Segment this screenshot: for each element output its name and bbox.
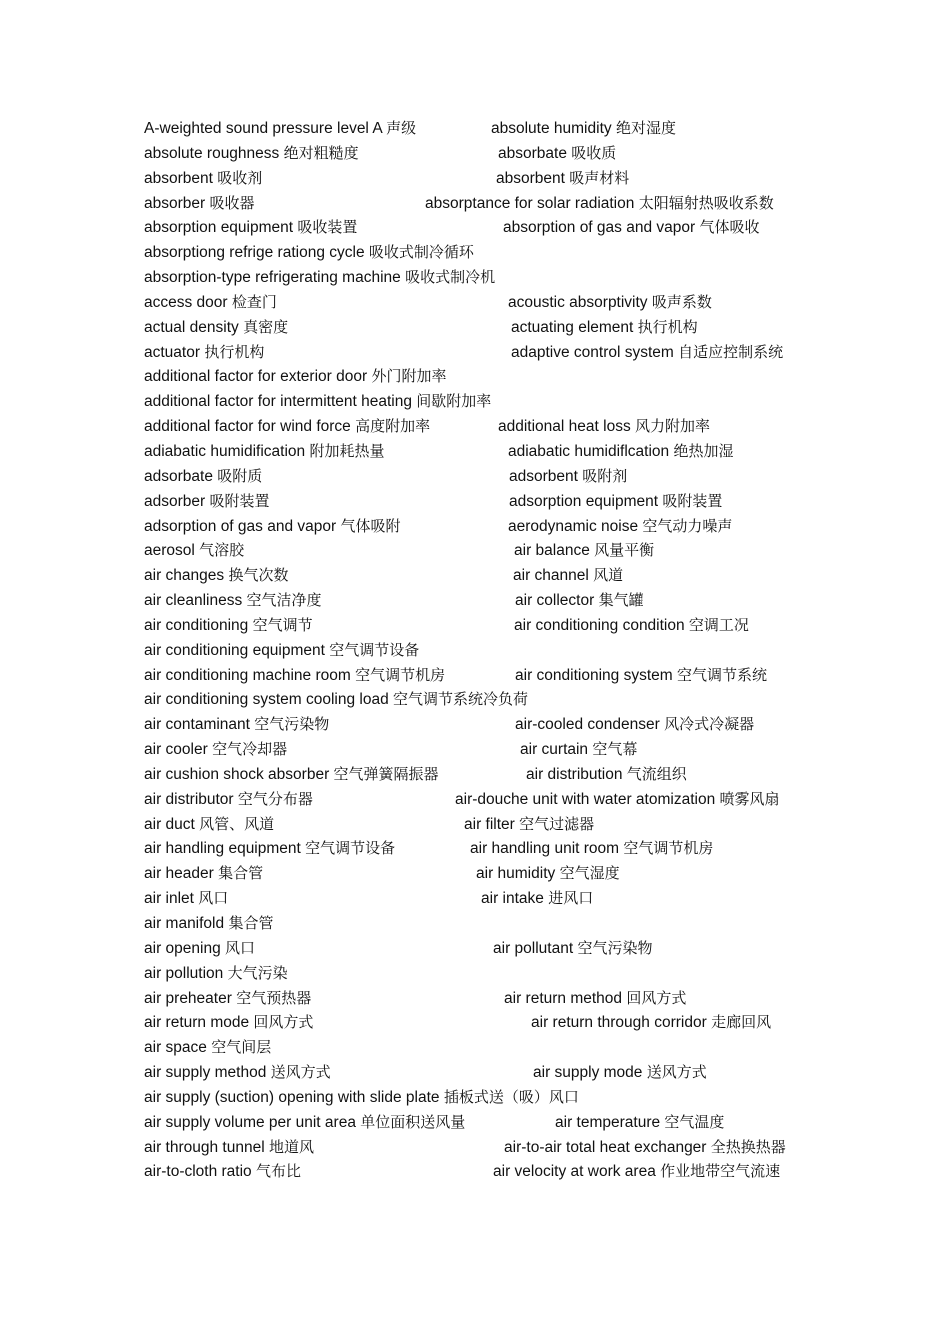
english-term: air header	[144, 865, 219, 883]
glossary-entry-right	[509, 464, 627, 490]
glossary-row	[144, 861, 844, 886]
glossary-row	[144, 1159, 844, 1184]
glossary-entry-right	[508, 514, 732, 540]
english-term: air supply volume per unit area	[144, 1113, 361, 1131]
chinese-translation: 真密度	[243, 317, 289, 336]
english-term: adiabatic humidiflcation	[508, 442, 674, 460]
english-term: air through tunnel	[144, 1138, 269, 1156]
english-term: air supply mode	[533, 1064, 647, 1082]
chinese-translation: 空气污染物	[577, 938, 653, 957]
english-term: absorption-type refrigerating machine	[144, 269, 406, 287]
english-term: adsorber	[144, 492, 210, 510]
glossary-entry-right	[531, 1010, 771, 1036]
english-term: air temperature	[555, 1113, 665, 1131]
glossary-entry-right	[491, 116, 676, 142]
glossary-row	[144, 961, 844, 986]
english-term: air conditioning machine room	[144, 666, 356, 684]
glossary-row	[144, 439, 844, 464]
glossary-entry-left	[144, 712, 329, 738]
chinese-translation: 外门附加率	[371, 367, 447, 386]
glossary-entry-right	[508, 439, 733, 465]
chinese-translation: 吸收装置	[297, 218, 358, 237]
glossary-row	[144, 265, 844, 290]
glossary-list	[144, 116, 844, 1184]
english-term: air-to-cloth ratio	[144, 1163, 256, 1181]
glossary-entry-left	[144, 141, 359, 167]
glossary-entry-right	[511, 315, 698, 341]
english-term: absorptance for solar radiation	[425, 194, 639, 212]
chinese-translation: 吸收剂	[217, 168, 263, 187]
glossary-entry-left	[144, 737, 287, 763]
english-term: absorption of gas and vapor	[503, 219, 700, 237]
glossary-entry-right	[533, 1060, 707, 1086]
glossary-entry-left	[144, 1135, 314, 1161]
english-term: air return through corridor	[531, 1014, 712, 1032]
glossary-entry-left	[144, 588, 322, 614]
glossary-entry-left	[144, 340, 264, 366]
chinese-translation: 风道	[593, 566, 624, 585]
chinese-translation: 绝对粗糙度	[283, 143, 359, 162]
english-term: air pollutant	[493, 939, 578, 957]
english-term: air preheater	[144, 989, 237, 1007]
glossary-row	[144, 141, 844, 166]
english-term: air conditioning condition	[514, 616, 689, 634]
glossary-entry-left	[144, 563, 288, 589]
glossary-entry-right	[425, 191, 774, 217]
english-term: adsorption equipment	[509, 492, 663, 510]
english-term: air conditioning system cooling load	[144, 691, 393, 709]
chinese-translation: 空气调节系统冷负荷	[393, 690, 529, 709]
glossary-row	[144, 191, 844, 216]
chinese-translation: 吸附质	[217, 466, 263, 485]
chinese-translation: 全热换热器	[710, 1137, 786, 1156]
chinese-translation: 空气调节设备	[329, 640, 420, 659]
glossary-row	[144, 911, 844, 936]
glossary-row	[144, 638, 844, 663]
chinese-translation: 空气分布器	[237, 789, 313, 808]
glossary-row	[144, 389, 844, 414]
glossary-row	[144, 315, 844, 340]
chinese-translation: 风力附加率	[635, 417, 711, 436]
english-term: air supply (suction) opening with slide plate	[144, 1088, 444, 1106]
english-term: absorber	[144, 194, 210, 212]
english-term: air return mode	[144, 1014, 254, 1032]
english-term: air humidity	[476, 865, 560, 883]
glossary-row	[144, 762, 844, 787]
glossary-entry-right	[514, 538, 654, 564]
chinese-translation: 吸收式制冷机	[405, 268, 496, 287]
glossary-row	[144, 464, 844, 489]
chinese-translation: 执行机构	[637, 317, 698, 336]
glossary-entry-right	[498, 141, 616, 167]
chinese-translation: 集合管	[228, 914, 274, 932]
glossary-entry-right	[509, 489, 722, 515]
english-term: aerodynamic noise	[508, 517, 643, 535]
glossary-row	[144, 687, 844, 712]
chinese-translation: 空气湿度	[559, 864, 620, 883]
english-term: additional factor for intermittent heating	[144, 393, 417, 411]
glossary-entry-left	[144, 414, 430, 440]
english-term: additional factor for wind force	[144, 418, 356, 436]
glossary-row	[144, 215, 844, 240]
glossary-row	[144, 1060, 844, 1085]
english-term: air opening	[144, 939, 226, 957]
glossary-entry-left	[144, 191, 255, 217]
glossary-entry-left	[144, 638, 419, 664]
glossary-entry-left	[144, 215, 357, 241]
glossary-row	[144, 1085, 844, 1110]
english-term: air cleanliness	[144, 592, 247, 610]
glossary-entry-left	[144, 1085, 579, 1111]
glossary-entry-left	[144, 1159, 301, 1185]
chinese-translation: 空气调节机房	[355, 665, 446, 684]
glossary-entry-left	[144, 464, 262, 490]
glossary-entry-left	[144, 613, 313, 639]
glossary-row	[144, 812, 844, 837]
english-term: air conditioning system	[515, 666, 677, 684]
glossary-row	[144, 936, 844, 961]
chinese-translation: 大气污染	[227, 963, 288, 982]
chinese-translation: 送风方式	[646, 1063, 707, 1082]
english-term: air balance	[514, 542, 595, 560]
glossary-entry-left	[144, 762, 439, 788]
glossary-entry-right	[481, 886, 593, 912]
chinese-translation: 气体吸收	[699, 218, 760, 237]
chinese-translation: 空气调节机房	[623, 839, 714, 858]
glossary-row	[144, 663, 844, 688]
english-term: air distributor	[144, 790, 238, 808]
english-term: absorbent	[144, 169, 218, 187]
glossary-entry-right	[515, 663, 767, 689]
chinese-translation: 风口	[225, 938, 256, 957]
glossary-entry-left	[144, 986, 311, 1012]
english-term: access door	[144, 293, 232, 311]
english-term: additional factor for exterior door	[144, 368, 372, 386]
english-term: air cushion shock absorber	[144, 765, 334, 783]
glossary-row	[144, 414, 844, 439]
glossary-entry-left	[144, 886, 228, 912]
chinese-translation: 吸附装置	[209, 491, 270, 510]
english-term: air space	[144, 1039, 212, 1057]
glossary-row	[144, 836, 844, 861]
glossary-entry-left	[144, 836, 395, 862]
glossary-entry-right	[508, 290, 712, 316]
glossary-entry-right	[493, 936, 652, 962]
english-term: actual density	[144, 318, 244, 336]
chinese-translation: 风口	[198, 889, 229, 908]
glossary-row	[144, 364, 844, 389]
chinese-translation: 空气弹簧隔振器	[333, 764, 439, 783]
english-term: air-douche unit with water atomization	[455, 790, 720, 808]
english-term: aerosol	[144, 542, 200, 560]
chinese-translation: 集合管	[218, 864, 264, 883]
glossary-entry-left	[144, 489, 270, 515]
chinese-translation: 插板式送（吸）风口	[443, 1087, 579, 1106]
glossary-entry-right	[520, 737, 637, 763]
glossary-row	[144, 886, 844, 911]
english-term: adsorbate	[144, 467, 218, 485]
glossary-row	[144, 240, 844, 265]
glossary-row	[144, 986, 844, 1011]
glossary-entry-left	[144, 812, 274, 838]
glossary-entry-right	[504, 986, 686, 1012]
chinese-translation: 喷雾风扇	[719, 789, 780, 808]
chinese-translation: 回风方式	[253, 1013, 314, 1032]
english-term: air distribution	[526, 765, 627, 783]
english-term: air velocity at work area	[493, 1163, 661, 1181]
english-term: air supply method	[144, 1064, 271, 1082]
glossary-entry-left	[144, 663, 445, 689]
chinese-translation: 单位面积送风量	[360, 1112, 466, 1131]
glossary-row	[144, 1010, 844, 1035]
glossary-entry-left	[144, 787, 313, 813]
chinese-translation: 空气调节系统	[676, 665, 767, 684]
chinese-translation: 附加耗热量	[309, 441, 385, 460]
glossary-entry-left	[144, 364, 446, 390]
english-term: air collector	[515, 592, 599, 610]
chinese-translation: 吸声材料	[569, 168, 630, 187]
glossary-row	[144, 1135, 844, 1160]
glossary-entry-left	[144, 439, 384, 465]
chinese-translation: 间歇附加率	[416, 392, 492, 411]
chinese-translation: 空气洁净度	[246, 591, 322, 610]
english-term: acoustic absorptivity	[508, 293, 652, 311]
english-term: adaptive control system	[511, 343, 679, 361]
chinese-translation: 风冷式冷凝器	[664, 715, 755, 734]
glossary-entry-left	[144, 1110, 465, 1136]
chinese-translation: 吸附装置	[662, 491, 723, 510]
english-term: air contaminant	[144, 716, 255, 734]
english-term: air manifold	[144, 915, 229, 932]
glossary-entry-right	[526, 762, 687, 788]
english-term: air handling unit room	[470, 840, 624, 858]
glossary-row	[144, 737, 844, 762]
glossary-row	[144, 563, 844, 588]
english-term: absorptiong refrige rationg cycle	[144, 244, 369, 262]
glossary-entry-right	[476, 861, 620, 887]
glossary-row	[144, 290, 844, 315]
glossary-entry-right	[514, 613, 749, 639]
english-term: absorbent	[496, 169, 570, 187]
glossary-entry-left	[144, 240, 474, 266]
glossary-row	[144, 116, 844, 141]
glossary-entry-left	[144, 936, 255, 962]
chinese-translation: 太阳辐射热吸收系数	[638, 193, 774, 212]
glossary-entry-right	[470, 836, 713, 862]
english-term: air filter	[464, 815, 520, 833]
chinese-translation: 空气调节设备	[305, 839, 396, 858]
chinese-translation: 进风口	[548, 889, 594, 908]
chinese-translation: 吸收式制冷循环	[368, 243, 474, 262]
chinese-translation: 气布比	[255, 1162, 301, 1181]
glossary-entry-left	[144, 687, 528, 713]
glossary-entry-right	[498, 414, 710, 440]
glossary-entry-left	[144, 861, 263, 887]
english-term: air channel	[513, 567, 594, 585]
chinese-translation: 空气幕	[592, 740, 638, 759]
glossary-row	[144, 514, 844, 539]
glossary-entry-right	[493, 1159, 780, 1185]
glossary-entry-right	[555, 1110, 724, 1136]
glossary-entry-right	[503, 215, 759, 241]
chinese-translation: 绝热加湿	[673, 441, 734, 460]
chinese-translation: 空气调节	[252, 615, 313, 634]
english-term: air curtain	[520, 741, 593, 759]
english-term: absorption equipment	[144, 219, 298, 237]
chinese-translation: 吸收质	[571, 143, 617, 162]
glossary-row	[144, 538, 844, 563]
glossary-entry-right	[455, 787, 780, 813]
chinese-translation: 空气污染物	[254, 715, 330, 734]
chinese-translation: 走廊回风	[711, 1013, 772, 1032]
chinese-translation: 气流组织	[626, 764, 687, 783]
chinese-translation: 吸附剂	[582, 466, 628, 485]
chinese-translation: 空气温度	[664, 1112, 725, 1131]
english-term: air-to-air total heat exchanger	[504, 1138, 711, 1156]
glossary-entry-right	[504, 1135, 786, 1161]
glossary-entry-left	[144, 1060, 331, 1086]
glossary-entry-right	[513, 563, 623, 589]
chinese-translation: 高度附加率	[355, 417, 431, 436]
english-term: absolute roughness	[144, 144, 284, 162]
glossary-entry-left	[144, 166, 262, 192]
english-term: air cooler	[144, 741, 213, 759]
glossary-entry-right	[515, 588, 644, 614]
glossary-entry-right	[515, 712, 754, 738]
english-term: air intake	[481, 890, 549, 908]
glossary-entry-left	[144, 961, 288, 987]
chinese-translation: 检查门	[231, 292, 277, 311]
glossary-entry-left	[144, 265, 495, 291]
chinese-translation: 声级	[386, 119, 417, 137]
glossary-entry-left	[144, 290, 277, 316]
chinese-translation: 回风方式	[626, 988, 687, 1007]
chinese-translation: 执行机构	[204, 342, 265, 361]
english-term: air duct	[144, 815, 200, 833]
glossary-entry-right	[511, 340, 783, 366]
glossary-entry-left	[144, 514, 400, 540]
glossary-row	[144, 166, 844, 191]
glossary-entry-left	[144, 315, 288, 341]
chinese-translation: 空气间层	[211, 1038, 272, 1057]
english-term: adiabatic humidification	[144, 442, 310, 460]
english-term: air conditioning equipment	[144, 641, 330, 659]
chinese-translation: 送风方式	[270, 1063, 331, 1082]
english-term: A-weighted sound pressure level A	[144, 120, 387, 137]
english-term: air-cooled condenser	[515, 716, 665, 734]
chinese-translation: 空气过滤器	[519, 814, 595, 833]
chinese-translation: 地道风	[268, 1137, 314, 1156]
glossary-row	[144, 1035, 844, 1060]
chinese-translation: 作业地带空气流速	[660, 1162, 781, 1181]
english-term: adsorption of gas and vapor	[144, 517, 341, 535]
chinese-translation: 风量平衡	[594, 541, 655, 560]
english-term: additional heat loss	[498, 418, 636, 436]
chinese-translation: 空气冷却器	[212, 740, 288, 759]
english-term: air inlet	[144, 890, 199, 908]
chinese-translation: 自适应控制系统	[678, 342, 784, 361]
chinese-translation: 集气罐	[598, 591, 644, 610]
chinese-translation: 气溶胶	[199, 541, 245, 560]
glossary-row	[144, 588, 844, 613]
chinese-translation: 空气动力噪声	[642, 516, 733, 535]
glossary-row	[144, 340, 844, 365]
glossary-row	[144, 489, 844, 514]
glossary-entry-left	[144, 538, 244, 564]
chinese-translation: 空调工况	[688, 615, 749, 634]
chinese-translation: 绝对湿度	[615, 119, 676, 137]
glossary-row	[144, 712, 844, 737]
chinese-translation: 换气次数	[228, 566, 289, 585]
chinese-translation: 空气预热器	[236, 988, 312, 1007]
glossary-row	[144, 1110, 844, 1135]
english-term: air handling equipment	[144, 840, 306, 858]
chinese-translation: 气体吸附	[340, 516, 401, 535]
chinese-translation: 吸收器	[209, 193, 255, 212]
glossary-entry-left	[144, 116, 416, 142]
english-term: air return method	[504, 989, 627, 1007]
chinese-translation: 风管、风道	[199, 814, 275, 833]
glossary-entry-right	[496, 166, 629, 192]
glossary-entry-left	[144, 1035, 271, 1061]
glossary-entry-left	[144, 911, 273, 937]
english-term: adsorbent	[509, 467, 583, 485]
english-term: air pollution	[144, 964, 228, 982]
glossary-entry-left	[144, 1010, 313, 1036]
english-term: actuating element	[511, 318, 638, 336]
english-term: actuator	[144, 343, 205, 361]
glossary-row	[144, 613, 844, 638]
english-term: absolute humidity	[491, 120, 616, 137]
chinese-translation: 吸声系数	[651, 292, 712, 311]
glossary-row	[144, 787, 844, 812]
glossary-entry-left	[144, 389, 491, 415]
english-term: air conditioning	[144, 616, 253, 634]
english-term: absorbate	[498, 144, 572, 162]
glossary-entry-right	[464, 812, 594, 838]
english-term: air changes	[144, 567, 229, 585]
